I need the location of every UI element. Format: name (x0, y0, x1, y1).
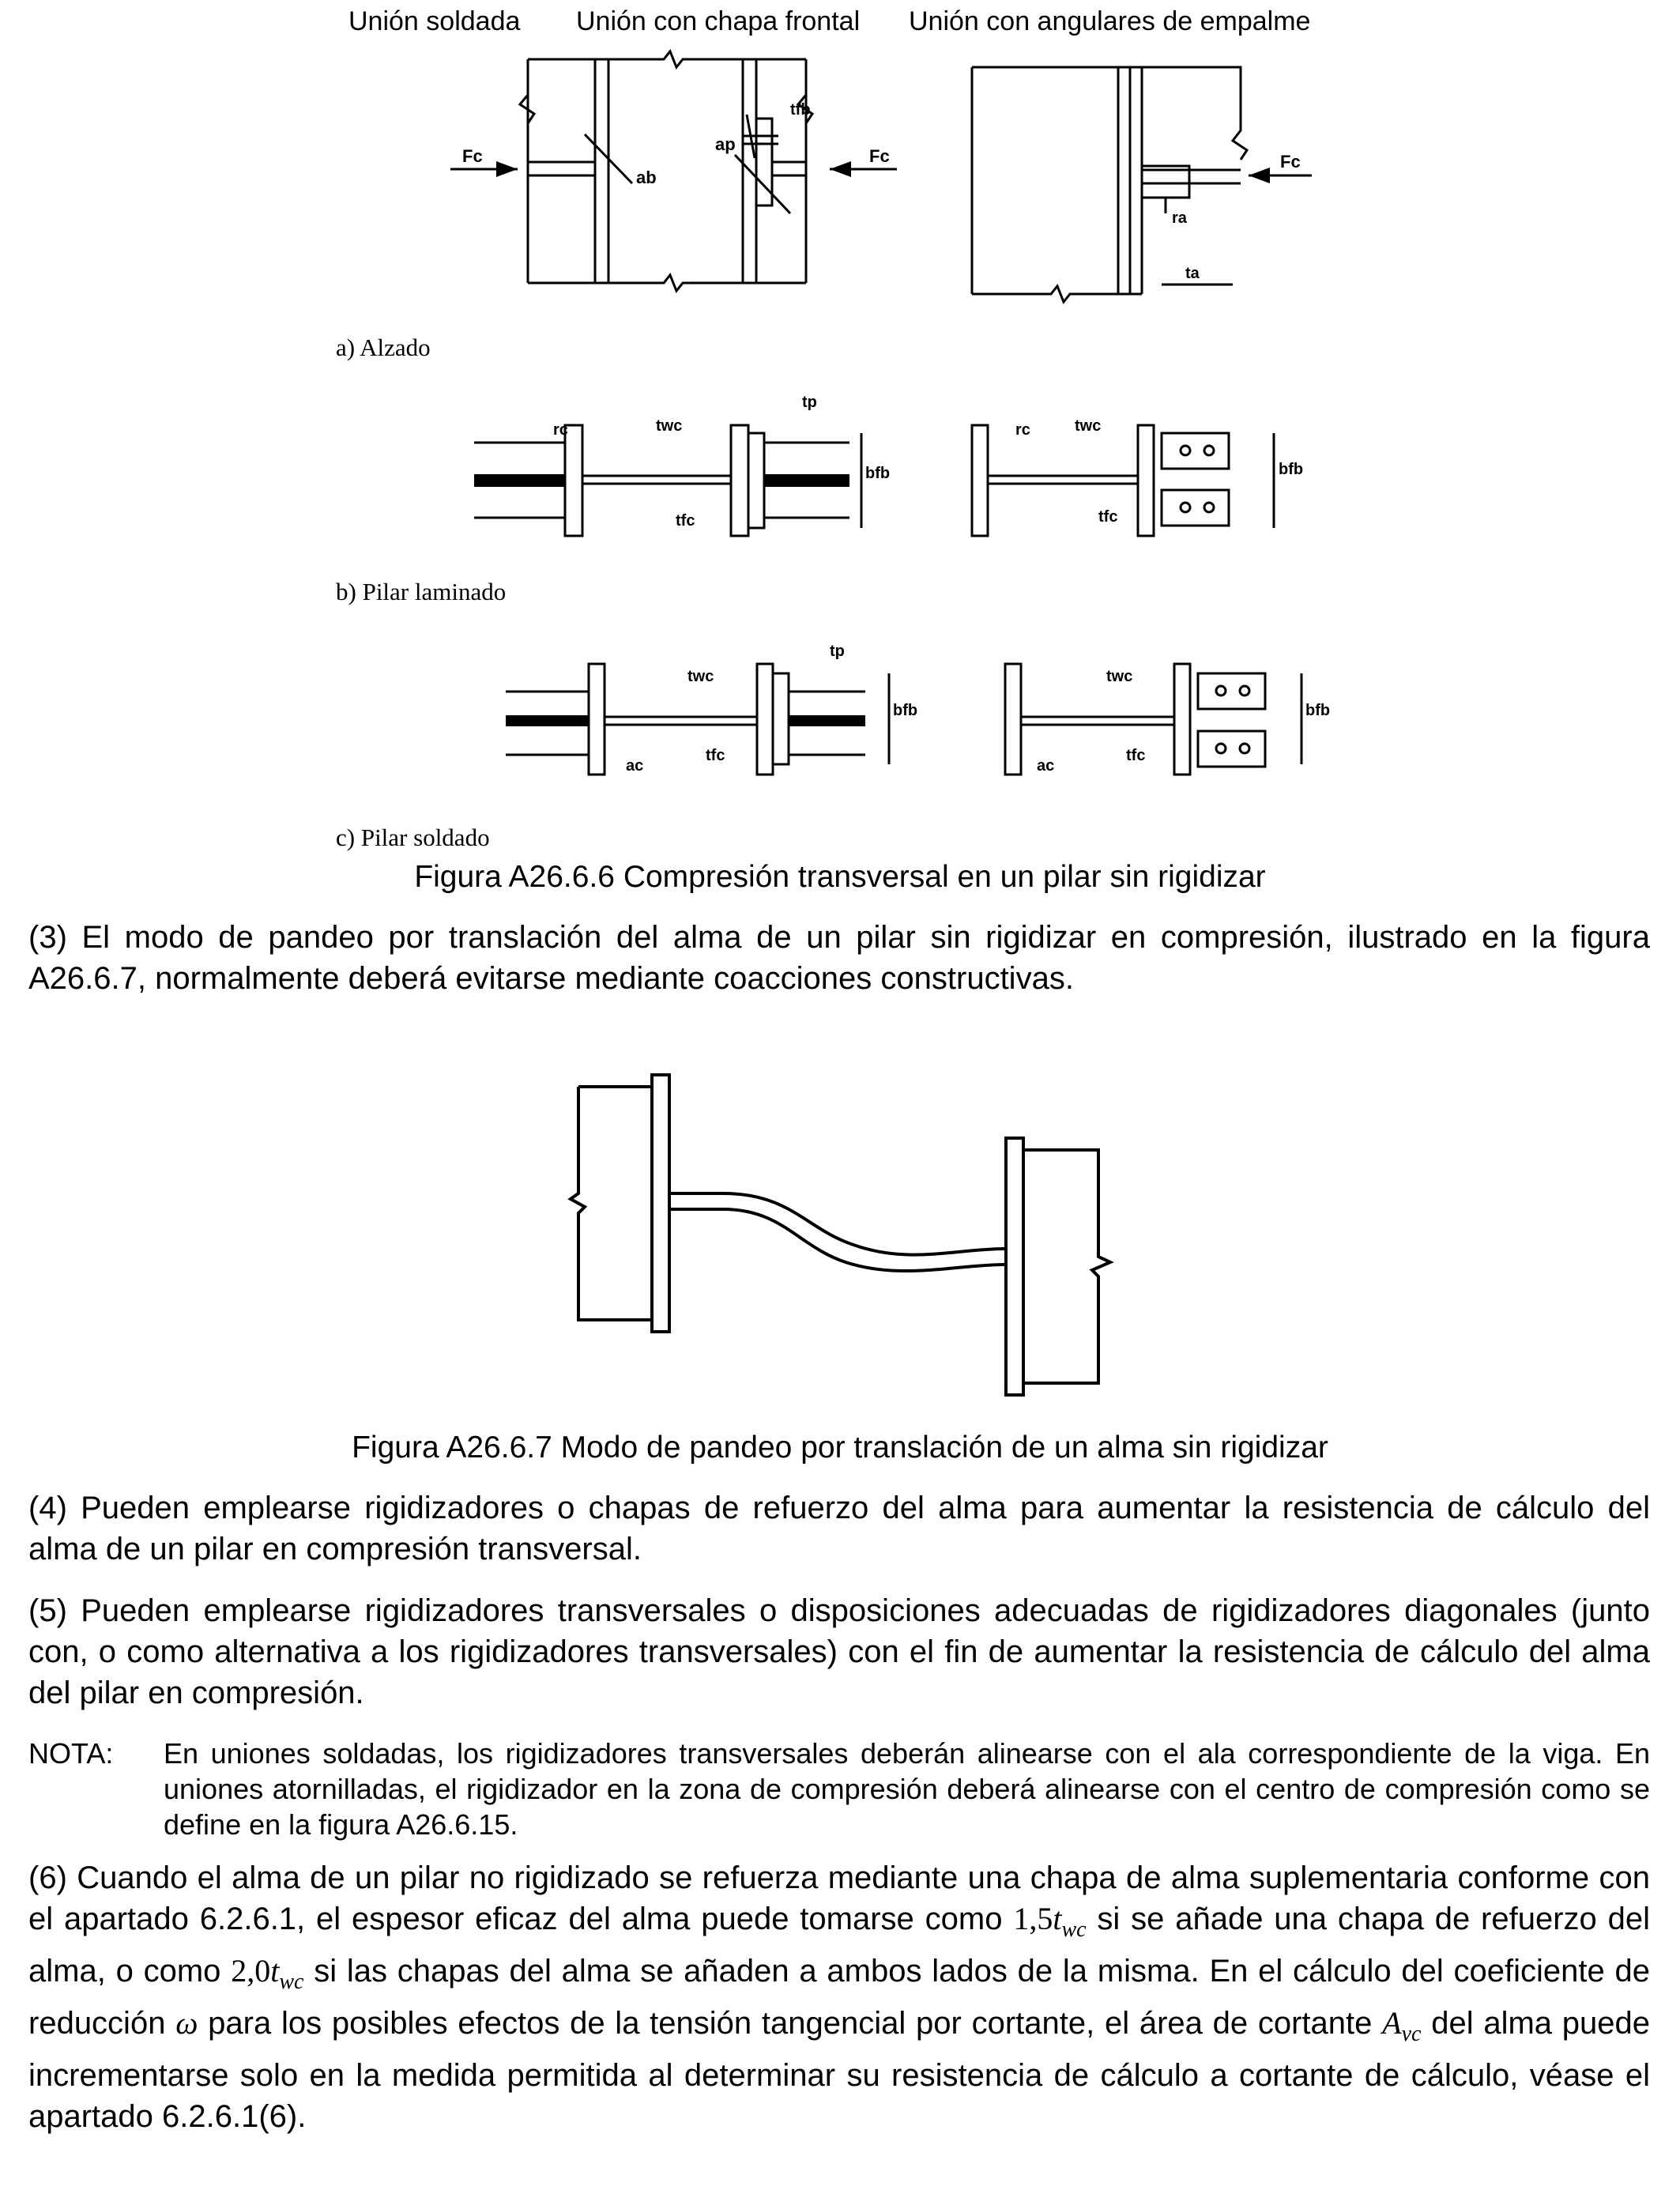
label-tfc-1: tfc (676, 512, 695, 530)
label-fc-angles: Fc (1280, 152, 1301, 172)
label-ac-3: ac (626, 757, 644, 775)
math-1-5-num: 1,5 (1013, 1901, 1053, 1936)
figure-a26-6-6-drawing (0, 0, 1680, 861)
sublabel-c: c) Pilar soldado (336, 824, 490, 851)
math-1-5-var: t (1053, 1901, 1062, 1936)
note-label: NOTA: (28, 1737, 114, 1770)
math-1-5-sub: wc (1061, 1917, 1087, 1942)
header-end-plate: Unión con chapa frontal (576, 6, 861, 36)
label-fc-left: Fc (462, 146, 483, 166)
para6-text-4: para los posibles efectos de la tensión tangencial por cortante, el área de cortante (198, 2006, 1383, 2041)
label-ta: ta (1185, 265, 1200, 282)
math-2-0-num: 2,0 (231, 1953, 271, 1989)
label-tfc-2: tfc (1098, 508, 1118, 526)
label-tp-1: tp (802, 394, 817, 411)
figure-caption-a26-6-7: Figura A26.6.7 Modo de pandeo por translación de un alma sin rigidizar (352, 1431, 1328, 1465)
math-avc-sub: vc (1401, 2022, 1422, 2046)
header-welded: Unión soldada (348, 6, 521, 36)
math-avc-var: A (1382, 2005, 1402, 2041)
label-twc-1: twc (656, 417, 683, 435)
label-tfc-4: tfc (1126, 747, 1146, 764)
elevation-column-1 (520, 51, 812, 291)
label-twc-4: twc (1106, 668, 1133, 685)
sublabel-a: a) Alzado (336, 334, 431, 361)
paragraph-3: (3) El modo de pandeo por translación del alma de un pilar sin rigidizar en compresión, ilustrado en la figura A26.6.7, normalmente deberá evitarse mediante coacciones constructivas. (28, 920, 1650, 996)
note-text: En uniones soldadas, los rigidizadores transversales deberán alinearse con el ala correspondiente de la viga. En uniones atornilladas, el rigidizador en la zona de compresión deberá alinearse con el centro de compresión como se define en la figura A26.6.15. (164, 1737, 1650, 1841)
label-bfb-2: bfb (1279, 461, 1304, 478)
para6-text-5: del alma puede incrementarse solo en la medida permitida al determinar su resistencia de cálculo a cortante de cálculo, véase el apartado 6.2.6.1(6). (28, 2006, 1650, 2134)
elevation-column-2 (972, 67, 1247, 302)
label-rc-1: rc (553, 421, 568, 439)
header-angles: Unión con angulares de empalme (909, 6, 1311, 36)
figure-a26-6-7-drawing (553, 1071, 1138, 1403)
paragraph-4: (4) Pueden emplearse rigidizadores o chapas de refuerzo del alma para aumentar la resistencia de cálculo del alma de un pilar en compresión transversal. (28, 1491, 1650, 1566)
para6-text-2: si se añade una chapa de refuerzo del alma, o como (28, 1902, 1650, 1989)
sublabel-b: b) Pilar laminado (336, 578, 507, 605)
label-ra: ra (1172, 209, 1187, 227)
paragraph-5: (5) Pueden emplearse rigidizadores transversales o disposiciones adecuadas de rigidizadores diagonales (junto con, o como alternativa a los rigidizadores transversales) con el fin de aumentar la resistencia de cálculo del alma del pilar en compresión. (28, 1593, 1650, 1710)
paragraph-6 (28, 1857, 1650, 2137)
label-twc-3: twc (687, 668, 714, 685)
label-twc-2: twc (1075, 417, 1102, 435)
figure-caption-a26-6-6: Figura A26.6.6 Compresión transversal en un pilar sin rigidizar (414, 860, 1266, 894)
math-2-0-sub: wc (279, 1970, 304, 1994)
label-fc-right: Fc (869, 146, 890, 166)
label-ab: ab (636, 168, 657, 187)
label-tfb: tfb (790, 101, 811, 119)
label-rc-2: rc (1015, 421, 1030, 439)
math-2-0-var: t (270, 1953, 280, 1989)
label-bfb-4: bfb (1305, 702, 1331, 719)
label-tfc-3: tfc (706, 747, 725, 764)
label-bfb-3: bfb (893, 702, 918, 719)
label-bfb-1: bfb (865, 465, 891, 482)
para6-text-3: si las chapas del alma se añaden a ambos lados de la misma. En el cálculo del coeficiente de reducción (28, 1954, 1650, 2041)
para6-text-1: (6) Cuando el alma de un pilar no rigidizado se refuerza mediante una chapa de alma suplementaria conforme con el apartado 6.2.6.1, el espesor eficaz del alma puede tomarse como (28, 1860, 1650, 1936)
label-tp-3: tp (830, 643, 845, 660)
label-ac-4: ac (1037, 757, 1055, 775)
label-ap: ap (715, 134, 736, 154)
math-omega: ω (175, 2005, 198, 2041)
